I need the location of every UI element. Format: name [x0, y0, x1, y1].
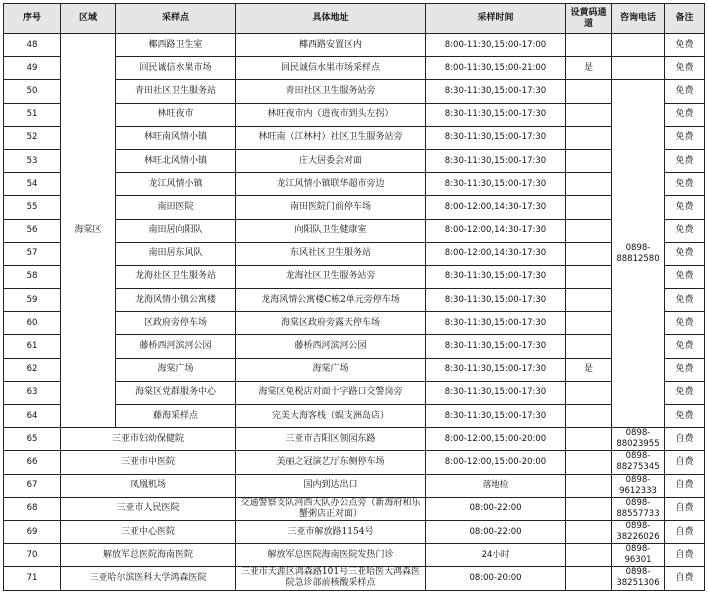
phone-cell: 0898-88557733 — [612, 497, 665, 520]
yellow-channel — [566, 219, 612, 242]
table-row — [4, 451, 705, 474]
fee-note: 免费 — [665, 242, 705, 265]
site-address: 美丽之冠演艺厅东侧停车场 — [236, 451, 426, 474]
site-name: 凤凰机场 — [61, 474, 236, 497]
phone-cell: 0898-9612333 — [612, 474, 665, 497]
row-number: 57 — [4, 242, 61, 265]
site-name: 三亚市妇幼保健院 — [61, 428, 236, 451]
row-number: 52 — [4, 126, 61, 149]
site-address: 三亚市解放路1154号 — [236, 520, 426, 543]
row-number: 67 — [4, 474, 61, 497]
site-name: 区政府旁停车场 — [116, 312, 236, 335]
sampling-time: 8:30-11:30,15:00-17:30 — [426, 103, 566, 126]
site-address: 藤桥西河滨河公园 — [236, 335, 426, 358]
row-number: 56 — [4, 219, 61, 242]
sampling-time: 8:00-11:30,15:00-17:00 — [426, 34, 566, 57]
table-row — [4, 428, 705, 451]
header-yellow-channel: 设黄码通道 — [566, 4, 612, 34]
site-address: 国内到达出口 — [236, 474, 426, 497]
sampling-time: 8:30-11:30,15:00-17:30 — [426, 80, 566, 103]
row-number: 71 — [4, 567, 61, 590]
row-number: 65 — [4, 428, 61, 451]
phone-cell: 0898-88812580 — [612, 80, 665, 428]
fee-note: 免费 — [665, 405, 705, 428]
fee-note: 自费 — [665, 544, 705, 567]
site-name: 南田居向阳队 — [116, 219, 236, 242]
site-name: 龙海风情小镇公寓楼 — [116, 289, 236, 312]
site-name: 回民诚信水果市场 — [116, 57, 236, 80]
sampling-time: 8:00-12:00,15:00-20:00 — [426, 428, 566, 451]
yellow-channel: 是 — [566, 57, 612, 80]
sampling-time: 8:00-12:00,14:30-17:30 — [426, 196, 566, 219]
table-row — [4, 34, 705, 57]
fee-note: 免费 — [665, 126, 705, 149]
sampling-sites-table — [3, 3, 705, 591]
sampling-time: 8:00-12:00,14:30-17:30 — [426, 242, 566, 265]
fee-note: 自费 — [665, 567, 705, 590]
header-fee: 备注 — [665, 4, 705, 34]
fee-note: 自费 — [665, 474, 705, 497]
site-address: 解放军总医院海南医院发热门诊 — [236, 544, 426, 567]
fee-note: 自费 — [665, 451, 705, 474]
yellow-channel — [566, 126, 612, 149]
site-address: 海棠区政府旁露天停车场 — [236, 312, 426, 335]
yellow-channel — [566, 242, 612, 265]
sampling-time: 8:30-11:30,15:00-17:30 — [426, 126, 566, 149]
site-name: 海棠区党群服务中心 — [116, 381, 236, 404]
sampling-time: 8:30-11:30,15:00-17:30 — [426, 289, 566, 312]
sampling-time: 08:00-22:00 — [426, 497, 566, 520]
phone-cell: 0898-96301 — [612, 544, 665, 567]
yellow-channel — [566, 149, 612, 172]
yellow-channel — [566, 196, 612, 219]
sampling-time: 8:30-11:30,15:00-17:30 — [426, 173, 566, 196]
site-name: 三亚市人民医院 — [61, 497, 236, 520]
fee-note: 免费 — [665, 103, 705, 126]
site-address: 龙海风情公寓楼C栋2单元旁停车场 — [236, 289, 426, 312]
header-phone: 咨询电话 — [612, 4, 665, 34]
yellow-channel — [566, 335, 612, 358]
sampling-time: 8:30-11:30,15:00-17:30 — [426, 405, 566, 428]
site-address: 交通警察支队河西大队办公点旁（新海府和乐蟹粥店正对面） — [236, 497, 426, 520]
fee-note: 免费 — [665, 196, 705, 219]
yellow-channel — [566, 405, 612, 428]
yellow-channel — [566, 265, 612, 288]
site-address: 海棠广场 — [236, 358, 426, 381]
sampling-time: 8:00-12:00,15:00-20:00 — [426, 451, 566, 474]
fee-note: 免费 — [665, 57, 705, 80]
site-name: 椰西路卫生室 — [116, 34, 236, 57]
row-number: 66 — [4, 451, 61, 474]
sampling-time: 8:30-11:30,15:00-17:30 — [426, 149, 566, 172]
site-address: 庄大居委会对面 — [236, 149, 426, 172]
sampling-time: 落地检 — [426, 474, 566, 497]
row-number: 69 — [4, 520, 61, 543]
yellow-channel — [566, 381, 612, 404]
site-name: 龙海社区卫生服务站 — [116, 265, 236, 288]
yellow-channel — [566, 544, 612, 567]
header-region: 区域 — [61, 4, 116, 34]
site-name: 青田社区卫生服务站 — [116, 80, 236, 103]
site-address: 三亚市吉阳区领园东路 — [236, 428, 426, 451]
fee-note: 免费 — [665, 381, 705, 404]
region-cell: 海棠区 — [61, 34, 116, 428]
site-address: 林旺南（江林村）社区卫生服务站旁 — [236, 126, 426, 149]
table-row — [4, 497, 705, 520]
sampling-time: 8:30-11:30,15:00-17:30 — [426, 381, 566, 404]
row-number: 55 — [4, 196, 61, 219]
header-site: 采样点 — [116, 4, 236, 34]
site-name: 藤桥西河滨河公园 — [116, 335, 236, 358]
yellow-channel — [566, 520, 612, 543]
row-number: 54 — [4, 173, 61, 196]
sampling-time: 08:00-20:00 — [426, 567, 566, 590]
site-address: 回民诚信水果市场采样点 — [236, 57, 426, 80]
row-number: 68 — [4, 497, 61, 520]
row-number: 51 — [4, 103, 61, 126]
fee-note: 自费 — [665, 428, 705, 451]
row-number: 64 — [4, 405, 61, 428]
yellow-channel — [566, 80, 612, 103]
fee-note: 免费 — [665, 265, 705, 288]
yellow-channel — [566, 474, 612, 497]
table-row — [4, 520, 705, 543]
row-number: 62 — [4, 358, 61, 381]
phone-cell — [612, 34, 665, 57]
site-name: 龙江风情小镇 — [116, 173, 236, 196]
row-number: 58 — [4, 265, 61, 288]
site-name: 林旺北风情小镇 — [116, 149, 236, 172]
yellow-channel: 是 — [566, 358, 612, 381]
site-address: 向阳队卫生健康室 — [236, 219, 426, 242]
row-number: 61 — [4, 335, 61, 358]
sampling-time: 8:30-11:30,15:00-17:30 — [426, 312, 566, 335]
site-address: 三亚市天涯区鸿森路101号三亚哈医大鸿森医院急诊部前核酸采样点 — [236, 567, 426, 590]
sampling-time: 8:30-11:30,15:00-17:30 — [426, 265, 566, 288]
row-number: 50 — [4, 80, 61, 103]
site-address: 椰西路安置区内 — [236, 34, 426, 57]
fee-note: 免费 — [665, 173, 705, 196]
site-address: 青田社区卫生服务站旁 — [236, 80, 426, 103]
site-name: 藤海采样点 — [116, 405, 236, 428]
phone-cell: 0898-88275345 — [612, 451, 665, 474]
site-address: 东风社区卫生服务站 — [236, 242, 426, 265]
site-address: 龙江风情小镇联华超市旁边 — [236, 173, 426, 196]
yellow-channel — [566, 312, 612, 335]
yellow-channel — [566, 428, 612, 451]
table-row — [4, 544, 705, 567]
site-name: 海棠广场 — [116, 358, 236, 381]
fee-note: 自费 — [665, 497, 705, 520]
header-no: 序号 — [4, 4, 61, 34]
row-number: 48 — [4, 34, 61, 57]
site-name: 三亚市中医院 — [61, 451, 236, 474]
fee-note: 免费 — [665, 312, 705, 335]
site-name: 三亚哈尔滨医科大学鸿森医院 — [61, 567, 236, 590]
site-name: 三亚中心医院 — [61, 520, 236, 543]
yellow-channel — [566, 103, 612, 126]
table-row — [4, 567, 705, 590]
site-address: 南田医院门前停车场 — [236, 196, 426, 219]
fee-note: 自费 — [665, 520, 705, 543]
sampling-time: 8:00-11:30,15:00-21:00 — [426, 57, 566, 80]
site-address: 林旺夜市内（进夜市到头左拐） — [236, 103, 426, 126]
site-name: 解放军总医院海南医院 — [61, 544, 236, 567]
site-address: 龙海社区卫生服务站旁 — [236, 265, 426, 288]
header-time: 采样时间 — [426, 4, 566, 34]
row-number: 63 — [4, 381, 61, 404]
yellow-channel — [566, 451, 612, 474]
site-name: 南田居东风队 — [116, 242, 236, 265]
fee-note: 免费 — [665, 80, 705, 103]
yellow-channel — [566, 497, 612, 520]
table-row — [4, 474, 705, 497]
yellow-channel — [566, 567, 612, 590]
fee-note: 免费 — [665, 358, 705, 381]
phone-cell: 0898-38226026 — [612, 520, 665, 543]
phone-cell: 0898-38251306 — [612, 567, 665, 590]
site-address: 完美大海客栈（蜈支洲岛店） — [236, 405, 426, 428]
row-number: 60 — [4, 312, 61, 335]
sampling-time: 8:00-12:00,14:30-17:30 — [426, 219, 566, 242]
row-number: 53 — [4, 149, 61, 172]
yellow-channel — [566, 34, 612, 57]
row-number: 70 — [4, 544, 61, 567]
site-name: 林旺南风情小镇 — [116, 126, 236, 149]
sampling-time: 8:30-11:30,15:00-17:30 — [426, 335, 566, 358]
header-row — [4, 4, 705, 34]
row-number: 59 — [4, 289, 61, 312]
phone-cell — [612, 57, 665, 80]
site-name: 林旺夜市 — [116, 103, 236, 126]
site-name: 南田医院 — [116, 196, 236, 219]
sampling-time: 08:00-22:00 — [426, 520, 566, 543]
fee-note: 免费 — [665, 34, 705, 57]
header-address: 具体地址 — [236, 4, 426, 34]
phone-cell: 0898-88023955 — [612, 428, 665, 451]
fee-note: 免费 — [665, 219, 705, 242]
row-number: 49 — [4, 57, 61, 80]
yellow-channel — [566, 173, 612, 196]
sampling-time: 24小时 — [426, 544, 566, 567]
fee-note: 免费 — [665, 335, 705, 358]
site-address: 海棠区免税店对面十字路口交警岗旁 — [236, 381, 426, 404]
fee-note: 免费 — [665, 149, 705, 172]
table-body — [4, 34, 705, 591]
fee-note: 免费 — [665, 289, 705, 312]
sampling-time: 8:30-11:30,15:00-17:30 — [426, 358, 566, 381]
yellow-channel — [566, 289, 612, 312]
